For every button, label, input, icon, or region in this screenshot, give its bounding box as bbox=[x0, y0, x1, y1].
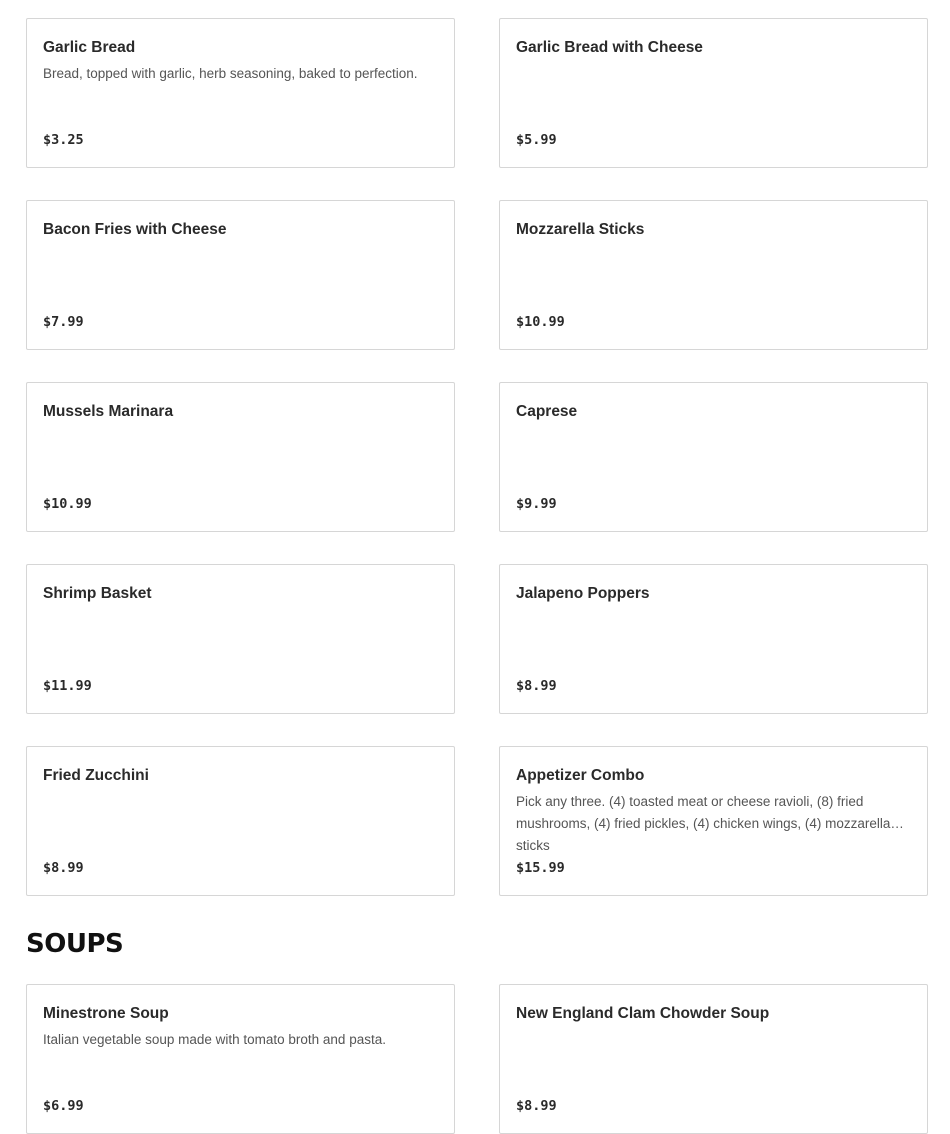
menu-item-card[interactable] bbox=[499, 200, 928, 350]
menu-item-card[interactable] bbox=[499, 564, 928, 714]
appetizers-grid bbox=[26, 18, 928, 896]
menu-item-card[interactable] bbox=[26, 564, 455, 714]
menu-item-name: New England Clam Chowder Soup bbox=[516, 1005, 770, 1022]
menu-item-price: $8.99 bbox=[43, 860, 84, 876]
soups-grid bbox=[26, 984, 928, 1134]
menu-item-name: Mussels Marinara bbox=[43, 403, 174, 420]
menu-item-price: $3.25 bbox=[43, 132, 84, 148]
menu-item-price: $15.99 bbox=[516, 860, 565, 876]
menu-item-price: $8.99 bbox=[516, 678, 557, 694]
menu-item-name: Garlic Bread bbox=[43, 39, 136, 56]
menu-item-card[interactable] bbox=[499, 382, 928, 532]
menu-item-price: $10.99 bbox=[516, 314, 565, 330]
menu-item-card[interactable] bbox=[26, 18, 455, 168]
menu-item-card[interactable] bbox=[26, 746, 455, 896]
menu-item-name: Bacon Fries with Cheese bbox=[43, 221, 227, 238]
menu-item-card[interactable] bbox=[26, 382, 455, 532]
menu-item-price: $7.99 bbox=[43, 314, 84, 330]
menu-item-card[interactable] bbox=[26, 984, 455, 1134]
menu-item-name: Mozzarella Sticks bbox=[516, 221, 645, 238]
menu-item-card[interactable] bbox=[499, 746, 928, 896]
menu-item-price: $6.99 bbox=[43, 1098, 84, 1114]
menu-item-name: Jalapeno Poppers bbox=[516, 585, 650, 602]
menu-item-name: Garlic Bread with Cheese bbox=[516, 39, 703, 56]
menu-item-price: $9.99 bbox=[516, 496, 557, 512]
menu-item-price: $11.99 bbox=[43, 678, 92, 694]
menu-item-description: Italian vegetable soup made with tomato broth and pasta. bbox=[43, 1032, 386, 1047]
menu-item-card[interactable] bbox=[499, 18, 928, 168]
menu-item-name: Appetizer Combo bbox=[516, 767, 645, 784]
menu-item-description: Bread, topped with garlic, herb seasoning, baked to perfection. bbox=[43, 66, 418, 81]
menu-item-name: Fried Zucchini bbox=[43, 767, 149, 784]
section-heading-soups: SOUPS bbox=[26, 929, 124, 959]
menu-item-price: $10.99 bbox=[43, 496, 92, 512]
menu-item-description: Pick any three. (4) toasted meat or cheese ravioli, (8) fried mushrooms, (4) fried pickles, (4) chicken wings, (4) mozzarella sticks bbox=[516, 794, 891, 853]
menu-item-name: Shrimp Basket bbox=[43, 585, 152, 602]
menu-item-card[interactable] bbox=[499, 984, 928, 1134]
menu-item-name: Minestrone Soup bbox=[43, 1005, 169, 1022]
menu-item-card[interactable] bbox=[26, 200, 455, 350]
menu-item-price: $8.99 bbox=[516, 1098, 557, 1114]
menu-item-name: Caprese bbox=[516, 403, 578, 420]
menu-item-price: $5.99 bbox=[516, 132, 557, 148]
